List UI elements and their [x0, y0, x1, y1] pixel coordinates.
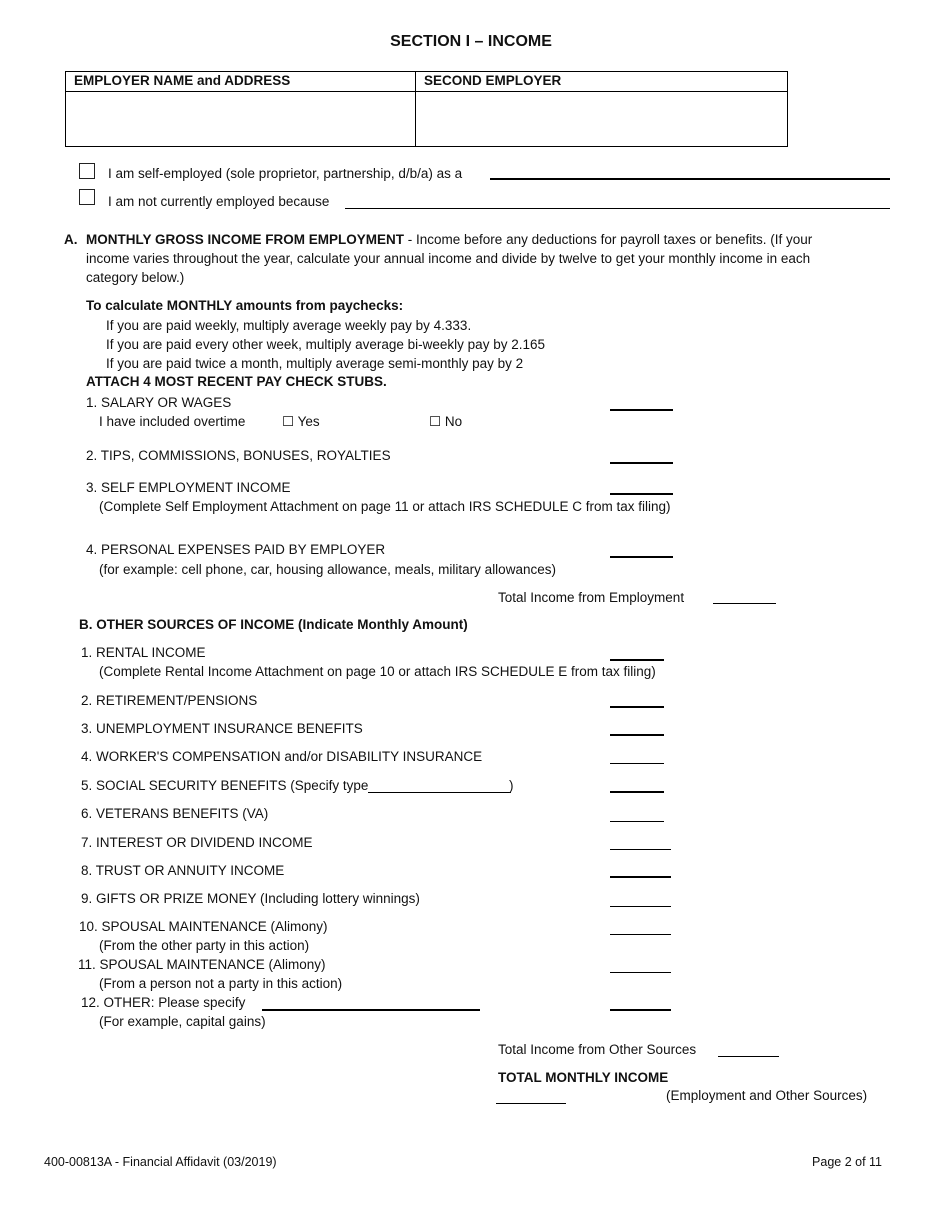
employer-name-field[interactable]: [66, 92, 416, 147]
attach-note: ATTACH 4 MOST RECENT PAY CHECK STUBS.: [86, 374, 387, 389]
gifts-amount[interactable]: [610, 906, 671, 907]
b-item-rental: 1. RENTAL INCOME: [81, 645, 206, 660]
b-item-social-security: 5. SOCIAL SECURITY BENEFITS (Specify type: [81, 778, 369, 793]
total-monthly-note: (Employment and Other Sources): [666, 1088, 868, 1103]
b-item-workers-comp: 4. WORKER'S COMPENSATION and/or DISABILITY INSURANCE: [81, 749, 483, 764]
not-employed-input[interactable]: [345, 208, 890, 209]
a-item-personal-expenses-note: (for example: cell phone, car, housing allowance, meals, military allowances): [99, 562, 556, 577]
other-amount[interactable]: [610, 1009, 671, 1011]
b-item-other: 12. OTHER: Please specify: [81, 995, 246, 1010]
a-item-salary: 1. SALARY OR WAGES: [86, 395, 232, 410]
b-item-interest: 7. INTEREST OR DIVIDEND INCOME: [81, 835, 313, 850]
section-a-intro: [86, 232, 812, 247]
calc-line-biweekly: If you are paid every other week, multiply average bi-weekly pay by 2.165: [106, 337, 545, 352]
spousal-2-amount[interactable]: [610, 972, 671, 973]
b-item-spousal-2: 11. SPOUSAL MAINTENANCE (Alimony): [78, 957, 326, 972]
self-employed-checkbox[interactable]: [79, 163, 95, 179]
personal-expenses-amount[interactable]: [610, 556, 673, 558]
calc-heading: To calculate MONTHLY amounts from paychecks:: [86, 298, 404, 313]
workers-comp-amount[interactable]: [610, 763, 664, 764]
social-security-amount[interactable]: [610, 791, 664, 793]
b-item-spousal-1-note: (From the other party in this action): [99, 938, 310, 953]
total-employment-amount[interactable]: [713, 603, 776, 604]
form-id: 400-00813A - Financial Affidavit (03/2019): [44, 1155, 277, 1169]
section-b-heading: B. OTHER SOURCES OF INCOME (Indicate Monthly Amount): [79, 617, 468, 632]
a-item-self-employment: 3. SELF EMPLOYMENT INCOME: [86, 480, 291, 495]
total-monthly-label: TOTAL MONTHLY INCOME: [498, 1070, 669, 1085]
self-employed-input[interactable]: [490, 178, 890, 180]
veterans-amount[interactable]: [610, 821, 664, 822]
self-employed-label: I am self-employed (sole proprietor, partnership, d/b/a) as a: [108, 166, 463, 181]
salary-amount[interactable]: [610, 409, 673, 411]
other-specify-input[interactable]: [262, 1009, 480, 1011]
page-title: SECTION I – INCOME: [390, 33, 552, 50]
b-item-spousal-1: 10. SPOUSAL MAINTENANCE (Alimony): [79, 919, 328, 934]
second-employer-field[interactable]: [416, 92, 788, 147]
total-monthly-amount[interactable]: [496, 1103, 566, 1104]
b-item-trust: 8. TRUST OR ANNUITY INCOME: [81, 863, 285, 878]
calc-line-semimonthly: If you are paid twice a month, multiply average semi-monthly pay by 2: [106, 356, 524, 371]
social-security-type-input[interactable]: [368, 792, 511, 793]
total-employment-label: Total Income from Employment: [498, 590, 685, 605]
social-security-close: ): [509, 778, 514, 793]
employer-name-header: EMPLOYER NAME and ADDRESS: [66, 72, 416, 92]
tips-amount[interactable]: [610, 462, 673, 464]
b-item-gifts: 9. GIFTS OR PRIZE MONEY (Including lottery winnings): [81, 891, 420, 906]
calc-line-weekly: If you are paid weekly, multiply average weekly pay by 4.333.: [106, 318, 472, 333]
section-a-text-3: category below.): [86, 270, 185, 285]
section-a-heading: MONTHLY GROSS INCOME FROM EMPLOYMENT: [86, 232, 405, 247]
retirement-amount[interactable]: [610, 706, 664, 708]
interest-amount[interactable]: [610, 849, 671, 850]
rental-amount[interactable]: [610, 659, 664, 661]
page-number: Page 2 of 11: [812, 1155, 882, 1169]
employer-table: [65, 71, 788, 147]
total-other-amount[interactable]: [718, 1056, 779, 1057]
overtime-no-checkbox[interactable]: ☐ No: [429, 414, 463, 429]
total-other-label: Total Income from Other Sources: [498, 1042, 697, 1057]
section-a-text-2: income varies throughout the year, calculate your annual income and divide by twelve to get your monthly income in each: [86, 251, 811, 266]
a-item-personal-expenses: 4. PERSONAL EXPENSES PAID BY EMPLOYER: [86, 542, 386, 557]
not-employed-checkbox[interactable]: [79, 189, 95, 205]
overtime-label: I have included overtime: [99, 414, 246, 429]
a-item-self-employment-note: (Complete Self Employment Attachment on page 11 or attach IRS SCHEDULE C from tax filing): [99, 499, 671, 514]
a-item-tips: 2. TIPS, COMMISSIONS, BONUSES, ROYALTIES: [86, 448, 391, 463]
overtime-yes-checkbox[interactable]: ☐ Yes: [282, 414, 320, 429]
b-item-other-note: (For example, capital gains): [99, 1014, 266, 1029]
second-employer-header: SECOND EMPLOYER: [416, 72, 788, 92]
spousal-1-amount[interactable]: [610, 934, 671, 935]
section-a-text-1: - Income before any deductions for payroll taxes or benefits. (If your: [404, 232, 813, 247]
b-item-unemployment: 3. UNEMPLOYMENT INSURANCE BENEFITS: [81, 721, 363, 736]
trust-amount[interactable]: [610, 876, 671, 878]
not-employed-label: I am not currently employed because: [108, 194, 330, 209]
b-item-retirement: 2. RETIREMENT/PENSIONS: [81, 693, 258, 708]
unemployment-amount[interactable]: [610, 734, 664, 736]
b-item-spousal-2-note: (From a person not a party in this action): [99, 976, 343, 991]
self-employment-amount[interactable]: [610, 493, 673, 495]
b-item-rental-note: (Complete Rental Income Attachment on page 10 or attach IRS SCHEDULE E from tax filing): [99, 664, 656, 679]
section-a-letter: A.: [64, 232, 78, 247]
b-item-veterans: 6. VETERANS BENEFITS (VA): [81, 806, 269, 821]
